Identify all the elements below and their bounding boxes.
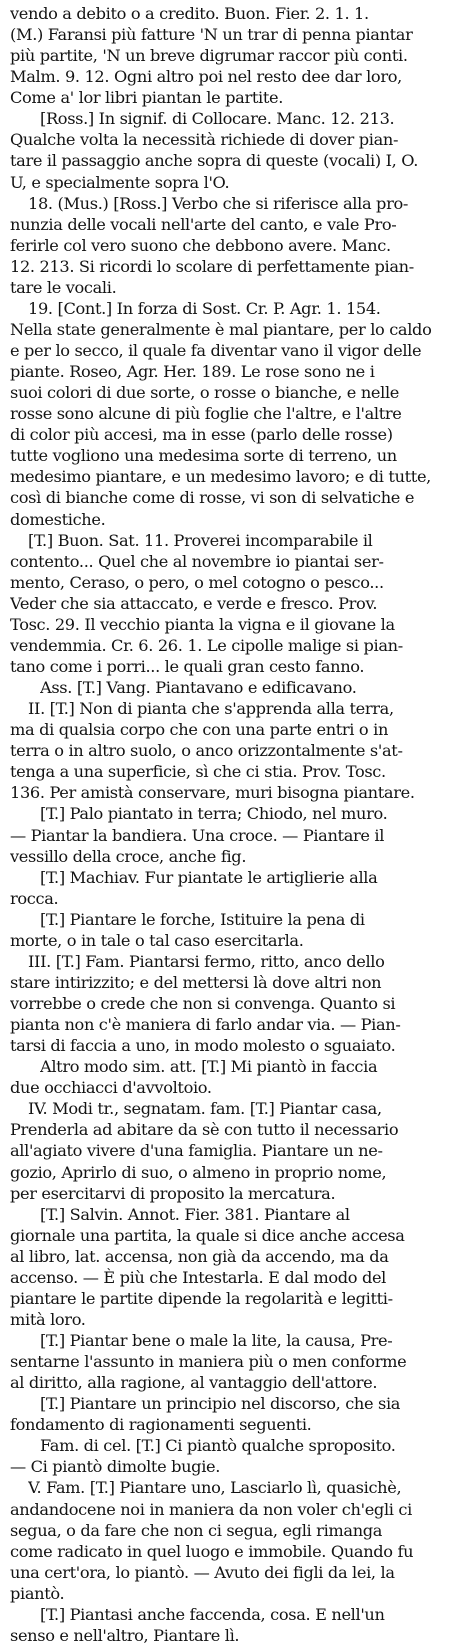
text-line: Nella state generalmente è mal piantare, per lo caldo bbox=[10, 319, 432, 339]
text-line: come radicato in quel luogo e immobile. Quando fu bbox=[10, 1541, 414, 1561]
text-line: mità loro. bbox=[10, 1309, 86, 1329]
text-line: [Ross.] In signif. di Collocare. Manc. 12. 213. bbox=[40, 109, 395, 129]
text-line: (M.) Faransi più fatture 'N un trar di penna piantar bbox=[10, 25, 413, 45]
text-line: sentarne l'assunto in maniera più o men conforme bbox=[10, 1352, 407, 1372]
dictionary-column bbox=[10, 4, 462, 1647]
text-line: Prenderla ad abitare da sè con tutto il necessario bbox=[10, 1120, 399, 1140]
text-line: più partite, 'N un breve digrumar raccor più conti. bbox=[10, 46, 408, 66]
text-line: Qualche volta la necessità richiede di dover pian- bbox=[10, 130, 399, 150]
text-line: al libro, lat. accensa, non già da accendo, ma da bbox=[10, 1246, 389, 1266]
text-line: tarsi di faccia a uno, in modo molesto o sguaiato. bbox=[10, 1036, 396, 1056]
text-line: mento, Ceraso, o pero, o mel cotogno o pesco... bbox=[10, 572, 384, 592]
text-line: vendemmia. Cr. 6. 26. 1. Le cipolle malige si pian- bbox=[10, 635, 403, 655]
text-line: II. [T.] Non di pianta che s'apprenda alla terra, bbox=[28, 699, 394, 719]
text-line: Altro modo sim. att. [T.] Mi piantò in faccia bbox=[40, 1057, 378, 1077]
text-line: ferirle col vero suono che debbono avere. Manc. bbox=[10, 235, 391, 255]
text-line: piantare le partite dipende la regolarità e legitti- bbox=[10, 1288, 393, 1308]
text-line: all'agiato vivere d'una famiglia. Piantare un ne- bbox=[10, 1141, 383, 1161]
text-line: [T.] Salvin. Annot. Fier. 381. Piantare al bbox=[40, 1204, 350, 1224]
text-line: — Ci piantò dimolte bugie. bbox=[10, 1457, 221, 1477]
text-line: stare intirizzito; e del mettersi là dove altri non bbox=[10, 972, 382, 992]
text-line: senso e nell'altro, Piantare lì. bbox=[10, 1625, 240, 1645]
text-line: morte, o in tale o tal caso esercitarla. bbox=[10, 930, 304, 950]
text-line: Fam. di cel. [T.] Ci piantò qualche sproposito. bbox=[40, 1436, 396, 1456]
text-line: tutte vogliono una medesima sorte di terreno, un bbox=[10, 446, 397, 466]
text-line: Veder che sia attaccato, e verde e fresco. Prov. bbox=[10, 593, 378, 613]
text-line: Come a' lor libri piantan le partite. bbox=[10, 88, 283, 108]
text-line: 19. [Cont.] In forza di Sost. Cr. P. Agr. 1. 154. bbox=[28, 298, 381, 318]
text-line: [T.] Buon. Sat. 11. Proverei incomparabile il bbox=[28, 530, 373, 550]
text-line: Tosc. 29. Il vecchio pianta la vigna e il giovane la bbox=[10, 614, 395, 634]
text-line: — Piantar la bandiera. Una croce. — Piantare il bbox=[10, 825, 385, 845]
text-line: [T.] Piantare un principio nel discorso, che sia bbox=[40, 1394, 401, 1414]
text-line: per esercitarvi di proposito la mercatura. bbox=[10, 1183, 336, 1203]
text-line: rocca. bbox=[10, 888, 59, 908]
text-line: andandocene noi in maniera da non voler ch'egli ci bbox=[10, 1499, 412, 1519]
text-line: segua, o da fare che non ci segua, egli rimanga bbox=[10, 1520, 383, 1540]
text-line: [T.] Piantar bene o male la lite, la causa, Pre- bbox=[40, 1331, 393, 1351]
text-line: accenso. — È più che Intestarla. E dal modo del bbox=[10, 1267, 387, 1287]
text-line: U, e specialmente sopra l'O. bbox=[10, 172, 230, 192]
text-line: [T.] Machiav. Fur piantate le artiglierie alla bbox=[40, 867, 378, 887]
text-line: suoi colori di due sorte, o rosse o bianche, e nelle bbox=[10, 383, 400, 403]
text-line: [T.] Piantare le forche, Istituire la pena di bbox=[40, 909, 365, 929]
text-line: tenga a una superficie, sì che ci stia. Prov. Tosc. bbox=[10, 762, 386, 782]
text-line: ma di qualsia corpo che con una parte entri o in bbox=[10, 720, 389, 740]
text-line: V. Fam. [T.] Piantare uno, Lasciarlo lì, quasichè, bbox=[28, 1478, 402, 1498]
text-line: nunzia delle vocali nell'arte del canto, e vale Pro- bbox=[10, 214, 397, 234]
text-line: Malm. 9. 12. Ogni altro poi nel resto dee dar loro, bbox=[10, 67, 402, 87]
text-line: vendo a debito o a credito. Buon. Fier. 2. 1. 1. bbox=[10, 4, 369, 23]
text-line: [T.] Piantasi anche faccenda, cosa. E nell'un bbox=[40, 1604, 385, 1624]
text-line: al diritto, alla ragione, al vantaggio dell'attore. bbox=[10, 1373, 378, 1393]
text-line: gozio, Aprirlo di suo, o almeno in proprio nome, bbox=[10, 1162, 387, 1182]
text-line: 18. (Mus.) [Ross.] Verbo che si riferisce alla pro- bbox=[28, 193, 408, 213]
text-line: [T.] Palo piantato in terra; Chiodo, nel muro. bbox=[40, 804, 388, 824]
text-line: medesimo piantare, e un medesimo lavoro; e di tutte, bbox=[10, 467, 431, 487]
text-line: di color più accesi, ma in esse (parlo delle rosse) bbox=[10, 425, 393, 445]
text-line: rosse sono alcune di più foglie che l'altre, e l'altre bbox=[10, 404, 402, 424]
text-line: due occhiacci d'avvoltoio. bbox=[10, 1078, 212, 1098]
text-line: domestiche. bbox=[10, 509, 106, 529]
text-line: IV. Modi tr., segnatam. fam. [T.] Piantar casa, bbox=[28, 1099, 382, 1119]
text-line: 12. 213. Si ricordi lo scolare di perfettamente pian- bbox=[10, 256, 414, 276]
text-line: tare il passaggio anche sopra di queste (vocali) I, O. bbox=[10, 151, 419, 171]
text-line: vorrebbe o crede che non si convenga. Quanto si bbox=[10, 994, 396, 1013]
text-line: terra o in altro suolo, o anco orizzontalmente s'at- bbox=[10, 741, 403, 761]
text-line: III. [T.] Fam. Piantarsi fermo, ritto, anco dello bbox=[28, 951, 385, 971]
text-line: giornale una partita, la quale si dice anche accesa bbox=[10, 1225, 405, 1245]
text-line: così di bianche come di rosse, vi son di selvatiche e bbox=[10, 488, 415, 508]
text-line: 136. Per amistà conservare, muri bisogna piantare. bbox=[10, 783, 415, 803]
text-line: piante. Roseo, Agr. Her. 189. Le rose sono ne i bbox=[10, 362, 375, 382]
text-line: e per lo secco, il quale fa diventar vano il vigor delle bbox=[10, 341, 422, 361]
text-line: contento... Quel che al novembre io piantai ser- bbox=[10, 551, 384, 571]
text-line: vessillo della croce, anche fig. bbox=[10, 846, 247, 866]
text-line: tano come i porri... le quali gran cesto fanno. bbox=[10, 656, 365, 676]
text-line: pianta non c'è maniera di farlo andar via. — Pian- bbox=[10, 1015, 401, 1035]
text-line: una cert'ora, lo piantò. — Avuto dei figli da lei, la bbox=[10, 1562, 395, 1582]
text-line: fondamento di ragionamenti seguenti. bbox=[10, 1415, 312, 1435]
text-line: tare le vocali. bbox=[10, 277, 117, 297]
text-line: piantò. bbox=[10, 1583, 65, 1603]
text-line: Ass. [T.] Vang. Piantavano e edificavano. bbox=[40, 678, 357, 698]
